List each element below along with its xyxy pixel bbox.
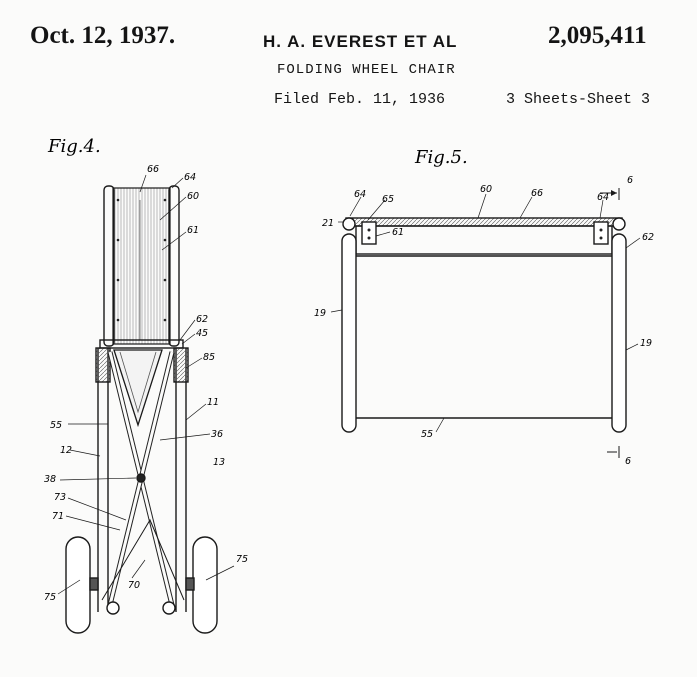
label-12: 12: [60, 445, 73, 456]
label-6-bottom: 6: [625, 456, 632, 467]
label-21: 21: [322, 218, 335, 229]
patent-number: 2,095,411: [548, 22, 647, 49]
fig4-caption: Fig.4.: [48, 136, 101, 157]
leg-left: [342, 234, 356, 432]
label-55: 55: [50, 420, 63, 431]
joint-left: [343, 218, 355, 230]
top-rail: [346, 218, 622, 226]
bracket-left: [362, 222, 376, 244]
label-66: 66: [147, 164, 160, 175]
label-71: 71: [52, 511, 65, 522]
label-45: 45: [196, 328, 209, 339]
label-6-top: 6: [627, 175, 634, 186]
patent-date: Oct. 12, 1937.: [30, 22, 176, 49]
label-64-left: 64: [354, 189, 367, 200]
label-75-left: 75: [44, 592, 57, 603]
label-60: 60: [187, 191, 200, 202]
filing-date: Filed Feb. 11, 1936: [274, 91, 446, 108]
inventor-name: H. A. EVEREST ET AL: [263, 32, 458, 51]
label-19-right: 19: [640, 338, 653, 349]
figure-5: [331, 188, 640, 458]
label-64-right: 64: [597, 192, 610, 203]
label-36: 36: [211, 429, 224, 440]
label-64: 64: [184, 172, 197, 183]
pivot-38: [137, 474, 145, 482]
back-panel: [113, 188, 170, 344]
label-65: 65: [382, 194, 395, 205]
sheet-count: 3 Sheets-Sheet 3: [506, 91, 651, 108]
joint-right: [613, 218, 625, 230]
leg-right: [612, 234, 626, 432]
label-85: 85: [203, 352, 216, 363]
label-62: 62: [196, 314, 209, 325]
armrest-right: [174, 348, 188, 382]
label-73: 73: [54, 492, 67, 503]
label-62: 62: [642, 232, 655, 243]
wheel-left: [66, 537, 90, 633]
label-11: 11: [207, 397, 220, 408]
label-19-left: 19: [314, 308, 327, 319]
wheel-right: [193, 537, 217, 633]
label-38: 38: [44, 474, 57, 485]
label-75-right: 75: [236, 554, 249, 565]
label-61: 61: [187, 225, 200, 236]
bracket-right: [594, 222, 608, 244]
label-66: 66: [531, 188, 544, 199]
label-61: 61: [392, 227, 405, 238]
label-60: 60: [480, 184, 493, 195]
fig5-caption: Fig.5.: [415, 147, 468, 168]
label-55: 55: [421, 429, 434, 440]
label-70: 70: [128, 580, 141, 591]
label-13: 13: [213, 457, 226, 468]
patent-title: FOLDING WHEEL CHAIR: [277, 62, 456, 78]
